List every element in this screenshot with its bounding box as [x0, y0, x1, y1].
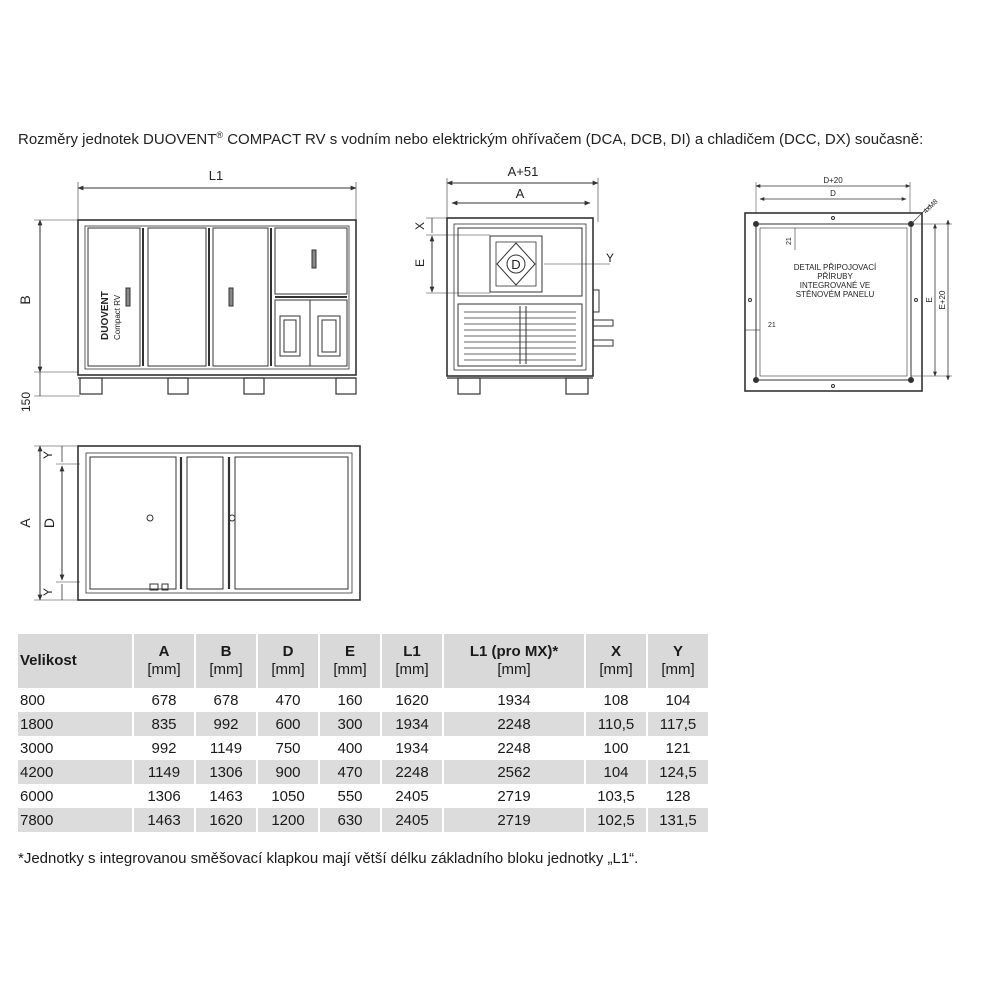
table-row: 1800 835 992 600 300 1934 2248 110,5 117,5: [18, 712, 709, 736]
table-row: 7800 1463 1620 1200 630 2405 2719 102,5 131,5: [18, 808, 709, 832]
header-x: X [mm]: [585, 634, 647, 688]
top-y-bottom-label: Y: [41, 587, 55, 597]
top-d-label: D: [41, 517, 57, 529]
footnote: *Jednotky s integrovanou směšovací klapkou mají větší délku základního bloku jednotky „L1“.: [18, 850, 639, 867]
dim-d-label: D: [511, 257, 521, 272]
top-view-drawing: [34, 446, 360, 600]
dim-a51-label: A+51: [507, 164, 539, 179]
dim-e-label: E: [413, 258, 427, 268]
svg-text:INTEGROVANÉ VE: INTEGROVANÉ VE: [799, 281, 871, 290]
detail-e20-label: E+20: [938, 290, 947, 310]
dimensions-table: [18, 634, 710, 832]
detail-bolt-label: 4xM8: [922, 198, 940, 216]
header-l1-mx: L1 (pro MX)* [mm]: [443, 634, 585, 688]
dim-a-label: A: [515, 186, 525, 201]
dim-b-label: B: [17, 295, 33, 305]
table-row: 3000 992 1149 750 400 1934 2248 100 121: [18, 736, 709, 760]
header-y: Y [mm]: [647, 634, 709, 688]
header-velikost: Velikost: [18, 634, 133, 688]
header-l1: L1 [mm]: [381, 634, 443, 688]
top-a-label: A: [17, 518, 33, 528]
detail-caption: [794, 263, 877, 299]
page-title: Rozměry jednotek DUOVENT® COMPACT RV s vodním nebo elektrickým ohřívačem (DCA, DCB, DI) a chladičem (DCC, DX) současně:: [18, 130, 924, 148]
table-header-row: [18, 634, 709, 688]
table-row: 6000 1306 1463 1050 550 2405 2719 103,5 128: [18, 784, 709, 808]
detail-d20-label: D+20: [823, 176, 843, 185]
dim-x-label: X: [413, 221, 427, 231]
top-y-top-label: Y: [41, 450, 55, 460]
detail-d-label: D: [830, 189, 836, 198]
detail-gap1-label: 21: [786, 237, 793, 245]
dim-l1-label: L1: [208, 168, 224, 183]
brand-label: DUOVENT: [100, 291, 111, 340]
header-e: E [mm]: [319, 634, 381, 688]
table-row: 4200 1149 1306 900 470 2248 2562 104 124,5: [18, 760, 709, 784]
front-view-drawing: [34, 182, 356, 396]
dim-150-label: 150: [19, 391, 33, 413]
svg-text:PŘÍRUBY: PŘÍRUBY: [817, 272, 853, 281]
svg-text:DETAIL PŘIPOJOVACÍ: DETAIL PŘIPOJOVACÍ: [793, 263, 877, 272]
detail-e-label: E: [925, 297, 934, 303]
header-d: D [mm]: [257, 634, 319, 688]
detail-gap2-label: 21: [768, 322, 776, 329]
table-row: 800 678 678 470 160 1620 1934 108 104: [18, 688, 709, 712]
side-view-drawing: [426, 178, 613, 394]
model-label: Compact RV: [113, 294, 122, 340]
dim-y-label: Y: [606, 251, 615, 265]
header-a: A [mm]: [133, 634, 195, 688]
header-b: B [mm]: [195, 634, 257, 688]
svg-text:STĚNOVÉM PANELU: STĚNOVÉM PANELU: [795, 290, 875, 299]
